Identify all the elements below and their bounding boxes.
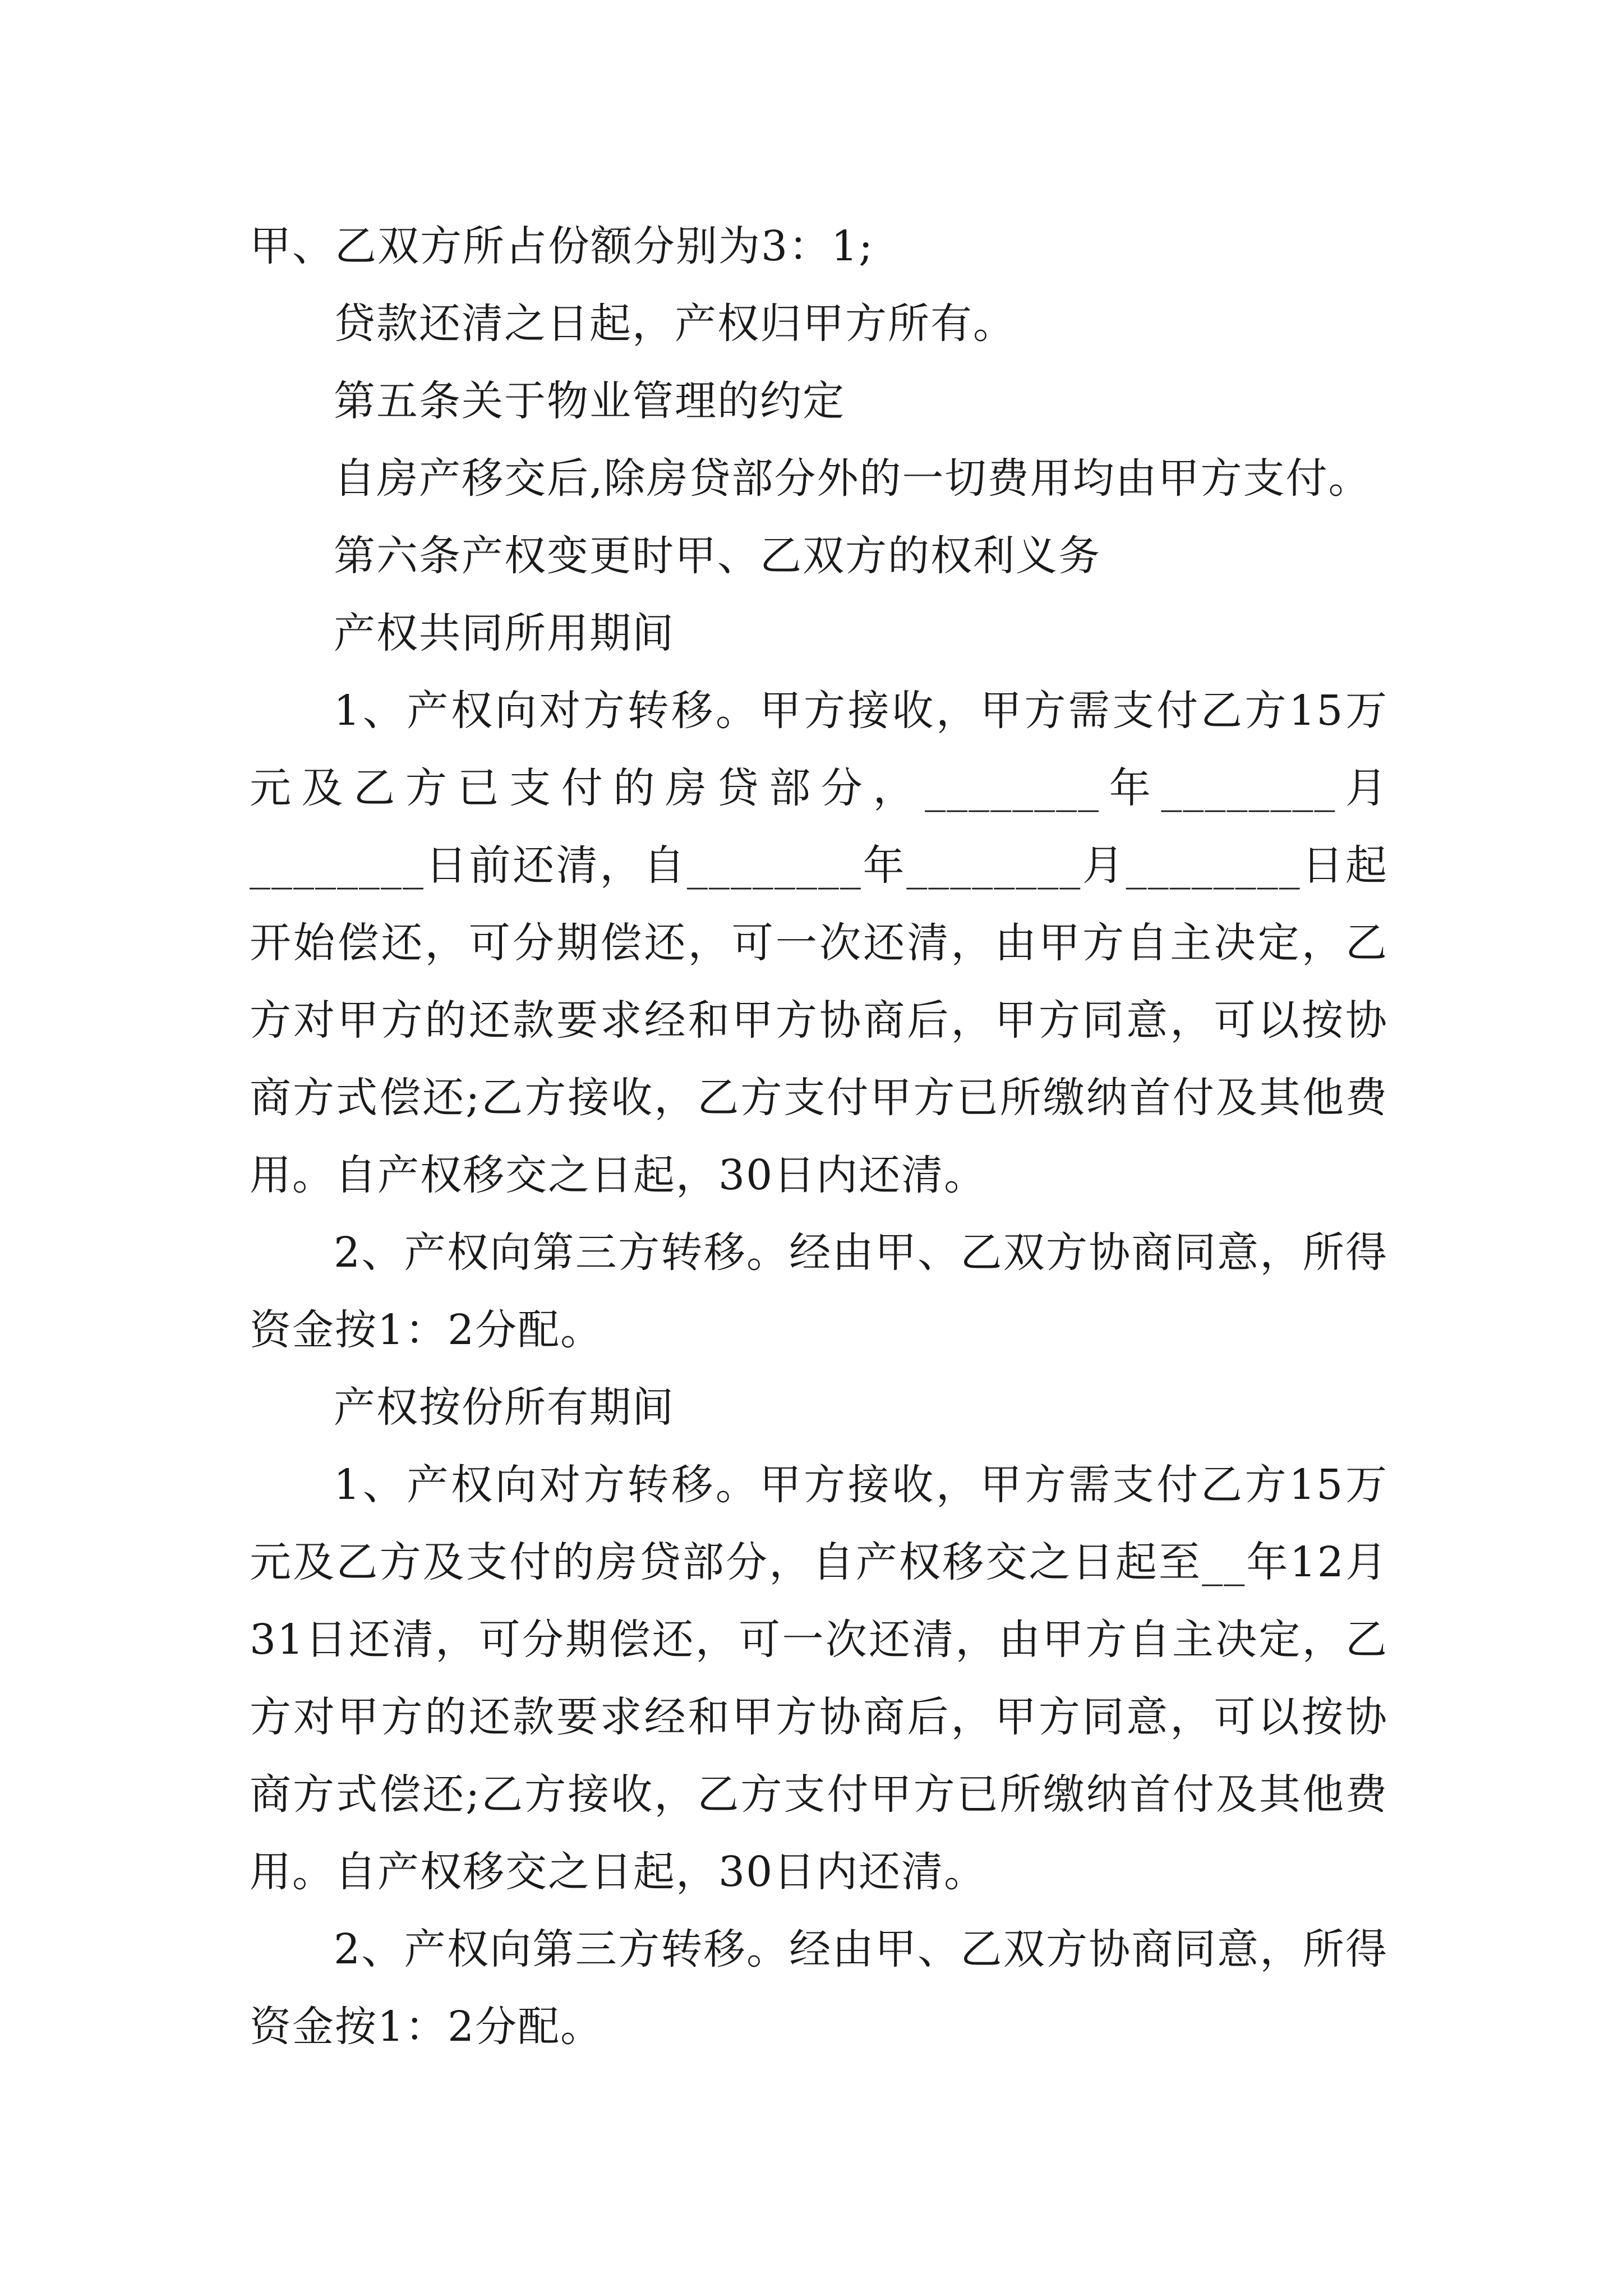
heading-joint-ownership-period: 产权共同所用期间 (334, 609, 675, 657)
paragraph-joint-transfer-to-other-party: 1、产权向对方转移。甲方接收，甲方需支付乙方15万元及乙方已支付的房贷部分，________年________月________日前还清，自________年________月________日起开始偿还，可分期偿还，可一次还清，由甲方自主决定，乙方对甲方的还款要求经和甲方协商后，甲方同意，可以按协商方式偿还;乙方接收，乙方支付甲方已所缴纳首付及其他费用。自产权移交之日起，30日内还清。 (250, 687, 1388, 1199)
heading-article-five: 第五条关于物业管理的约定 (334, 377, 845, 425)
document-body (250, 208, 1388, 2065)
paragraph-share-transfer-to-other-party: 1、产权向对方转移。甲方接收，甲方需支付乙方15万元及乙方及支付的房贷部分，自产权移交之日起至__年12月31日还清，可分期偿还，可一次还清，由甲方自主决定，乙方对甲方的还款要求经和甲方协商后，甲方同意，可以按协商方式偿还;乙方接收，乙方支付甲方已所缴纳首付及其他费用。自产权移交之日起，30日内还清。 (250, 1461, 1388, 1896)
paragraph-share-ratio: 甲、乙双方所占份额分别为3：1; (250, 222, 874, 270)
paragraph-ownership-after-loan: 贷款还清之日起，产权归甲方所有。 (334, 300, 1016, 348)
paragraph-property-fees: 自房产移交后,除房贷部分外的一切费用均由甲方支付。 (334, 454, 1371, 503)
heading-article-six: 第六条产权变更时甲、乙双方的权利义务 (334, 532, 1101, 580)
heading-share-ownership-period: 产权按份所有期间 (334, 1383, 675, 1432)
paragraph-joint-transfer-to-third-party: 2、产权向第三方转移。经由甲、乙双方协商同意，所得资金按1：2分配。 (250, 1228, 1388, 1354)
paragraph-share-transfer-to-third-party: 2、产权向第三方转移。经由甲、乙双方协商同意，所得资金按1：2分配。 (250, 1925, 1388, 2051)
